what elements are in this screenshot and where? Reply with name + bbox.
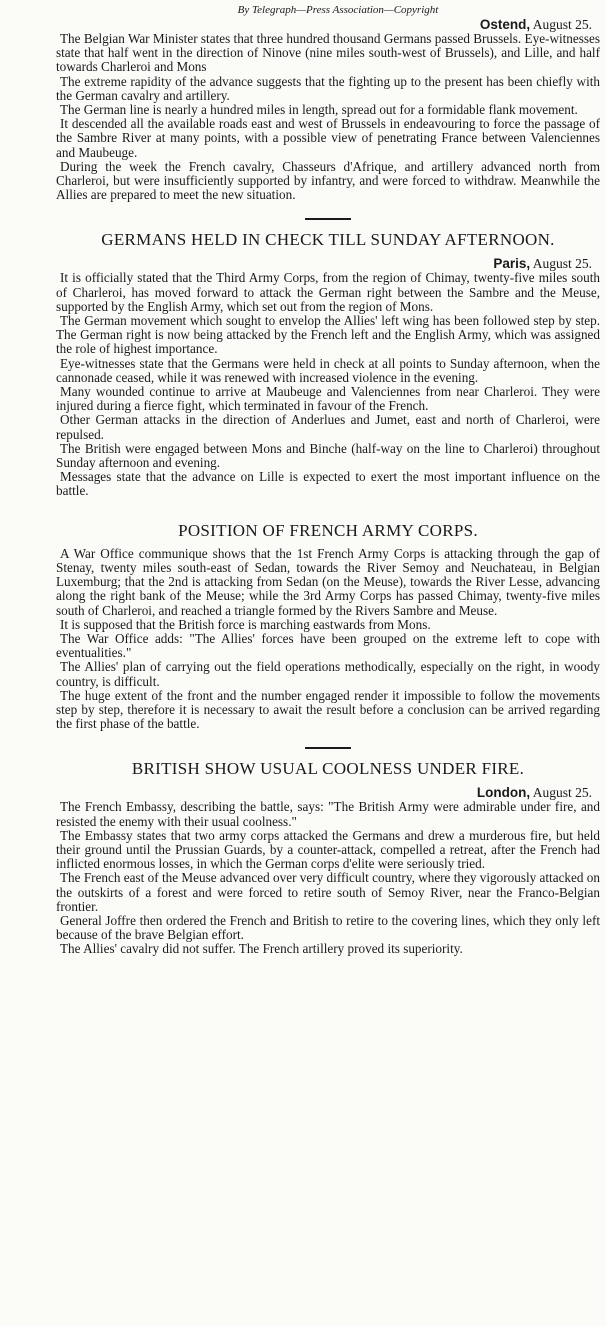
paragraph: The British were engaged between Mons and Binche (half-way on the line to Charleroi) throughout Sunday afternoon and evening. — [56, 440, 600, 471]
section-heading: POSITION OF FRENCH ARMY CORPS. — [178, 520, 478, 540]
section-london — [56, 759, 600, 956]
paragraph: Other German attacks in the direction of Anderlues and Jumet, east and north of Charleroi, were repulsed. — [56, 412, 600, 442]
paragraph: The German line is nearly a hundred miles in length, spread out for a formidable flank movement. — [60, 102, 578, 118]
dateline-date: August 25. — [532, 785, 592, 801]
section-paris — [56, 230, 600, 498]
paragraph: It is supposed that the British force is marching eastwards from Mons. — [60, 616, 431, 632]
dateline-date: August 25. — [532, 256, 592, 272]
section-divider — [305, 747, 351, 749]
paragraph: The extreme rapidity of the advance suggests that the fighting up to the present has been chiefly with the German cavalry and artillery. — [56, 73, 600, 103]
paragraph: The French east of the Meuse advanced over very difficult country, where they vigorously attacked on the outskirts of a forest and were forced to retire south of Semoy River, near the Franco-Belgian frontier. — [56, 870, 600, 914]
paragraph: A War Office communique shows that the 1st French Army Corps is attacking through the gap of Stenay, twenty miles south-east of Sedan, towards the River Semoy and Neuchateau, in Belgian Luxemburg; that the 2nd is attacking from Sedan (on the Meuse), towards the River Lesse, advancing along the right bank of the Meuse; while the 3rd Army Corps has passed Chimay, twenty-five miles south of Charleroi, and reached a triangle formed by the Rivers Sambre and Meuse. — [56, 545, 600, 618]
paragraph: The Belgian War Minister states that three hundred thousand Germans passed Brussels. Eye-witnesses state that half went in the direction of Ninove (nine miles south-west of Brussels), and Lille, and half towards Charleroi and Mons — [56, 31, 600, 75]
paragraph: The War Office adds: "The Allies' forces have been grouped on the extreme left to cope with eventualities." — [56, 630, 600, 661]
dateline-place: London, — [476, 785, 531, 801]
section-french-army-corps — [56, 521, 600, 732]
section-heading: BRITISH SHOW USUAL COOLNESS UNDER FIRE. — [131, 759, 525, 779]
dateline-date: August 25. — [532, 17, 592, 32]
paragraph: The German movement which sought to envelop the Allies' left wing has been followed step by step. The German right is now being attacked by the French left and the English Army, which was assigned the role of highest importance. — [56, 313, 600, 357]
section-ostend — [56, 17, 600, 202]
dateline — [56, 256, 600, 271]
section-divider — [305, 218, 351, 220]
paragraph: The Allies' cavalry did not suffer. The French artillery proved its superiority. — [60, 941, 463, 957]
paragraph: It descended all the available roads east and west of Brussels in endeavouring to force the passage of the Sambre River at many points, with a possible view of penetrating France between Valenciennes and Maubeuge. — [56, 116, 600, 160]
paragraph: Many wounded continue to arrive at Maubeuge and Valenciennes from near Charleroi. They were injured during a fierce fight, which terminated in favour of the French. — [56, 384, 600, 414]
paragraph: The French Embassy, describing the battle, says: "The British Army were admirable under fire, and resisted the enemy with their usual coolness." — [56, 799, 600, 829]
dateline — [56, 17, 600, 32]
paragraph: It is officially stated that the Third Army Corps, from the region of Chimay, twenty-five miles south of Charleroi, has moved forward to attack the German right between the Sambre and the Meuse, supported by the English Army, which set out from the region of Mons. — [56, 270, 600, 314]
paragraph: Messages state that the advance on Lille is expected to exert the most important influence on the battle. — [56, 469, 600, 499]
paragraph: General Joffre then ordered the French and British to retire to the covering lines, which they only left because of the brave Belgian effort. — [56, 912, 600, 943]
press-credit: By Telegraph—Press Association—Copyright — [237, 4, 439, 16]
paragraph: The huge extent of the front and the number engaged render it impossible to follow the movements step by step, therefore it is necessary to await the result before a conclusion can be arrived regarding the first phase of the battle. — [56, 687, 600, 732]
paragraph: Eye-witnesses state that the Germans were held in check at all points to Sunday afternoon, when the cannonade ceased, while it was renewed with increased violence in the evening. — [56, 355, 600, 385]
paragraph: The Embassy states that two army corps attacked the Germans and drew a murderous fire, but held their ground until the Prussian Guards, by a counter-attack, compelled a retreat, after the French had inflicted enormous losses, in which the German corps d'elite were seriously tried. — [56, 827, 600, 872]
dateline-place: Ostend, — [479, 17, 531, 32]
dateline-place: Paris, — [493, 256, 531, 272]
paragraph: The Allies' plan of carrying out the field operations methodically, especially on the right, in woody country, is difficult. — [56, 659, 600, 689]
section-heading: GERMANS HELD IN CHECK TILL SUNDAY AFTERNOON. — [101, 230, 555, 250]
dateline — [56, 785, 600, 800]
paragraph: During the week the French cavalry, Chasseurs d'Afrique, and artillery advanced north from Charleroi, but were insufficiently supported by infantry, and were forced to withdraw. Meanwhile the Allies are prepared to meet the new situation. — [56, 158, 600, 203]
